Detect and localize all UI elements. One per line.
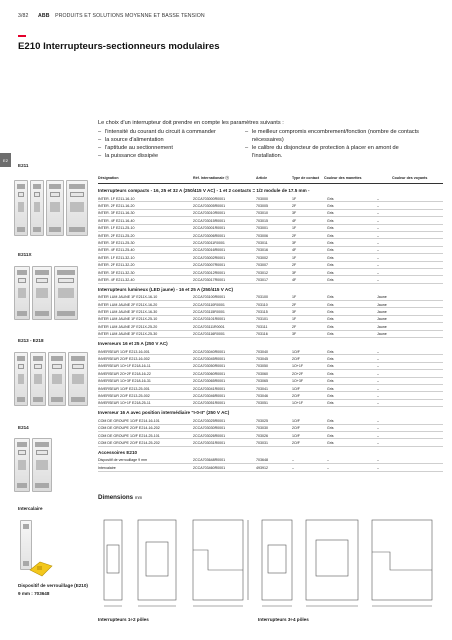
table-cell: 703041 xyxy=(256,386,268,391)
dimensions-title: Dimensions mm xyxy=(98,494,143,501)
table-cell: 2O/F xyxy=(292,440,300,445)
table-cell: INTER. 2F E211-25-20 xyxy=(98,233,135,238)
table-cell: INTER LUM JAUNE 3F E211X-16-30 xyxy=(98,310,158,315)
list-item: – la source d'alimentation xyxy=(98,137,164,143)
table-cell: 2CCA703000R0001 xyxy=(193,196,226,201)
table-cell: 2CCA703030R0001 xyxy=(193,426,226,431)
table-cell: Jaune xyxy=(377,295,387,300)
column-header: Article xyxy=(256,176,268,180)
table-cell: INVERSEUR 1O/F E213-25-001 xyxy=(98,386,150,391)
table-cell: Gris xyxy=(327,371,334,376)
table-row xyxy=(98,385,443,392)
table-cell: 2O+2F xyxy=(292,371,304,376)
table-row xyxy=(98,202,443,209)
table-cell: Gris xyxy=(327,302,334,307)
table-cell: Gris xyxy=(327,379,334,384)
table-row xyxy=(98,217,443,224)
table-cell: Gris xyxy=(327,270,334,275)
table-cell: 2CCA703045R0001 xyxy=(193,357,226,362)
table-cell: 2F xyxy=(292,203,297,208)
list-item: – le calibre du disjoncteur de protection à placer en amont de l'installation. xyxy=(245,145,399,159)
table-cell: INVERSEUR 2O+2F E218-16-22 xyxy=(98,371,151,376)
table-cell: INTER. 3F E211-32-30 xyxy=(98,270,135,275)
table-cell: 703065 xyxy=(256,379,268,384)
table-cell: 2O/F xyxy=(292,426,300,431)
table-row xyxy=(98,276,443,283)
table-cell: INTER. 3F E211-25-30 xyxy=(98,240,135,245)
column-header: Couleur des manettes xyxy=(324,176,362,180)
table-cell: – xyxy=(377,349,379,354)
table-row xyxy=(98,232,443,239)
table-cell: – xyxy=(377,211,379,216)
table-row xyxy=(98,269,443,276)
product-label: Dispositif de verrouillage (E210) xyxy=(18,583,88,588)
intro-text xyxy=(98,119,443,160)
table-cell: INTER LUM JAUNE 3F E211X-25-30 xyxy=(98,332,158,337)
section-title: Accessoires E210 xyxy=(98,449,138,455)
table-cell: INVERSEUR 1O+3F E218-16-31 xyxy=(98,379,151,384)
table-cell: 3F xyxy=(292,270,297,275)
table-cell: 703006 xyxy=(256,233,268,238)
table-cell: INTER. 2F E211-32-20 xyxy=(98,263,135,268)
table-cell: – xyxy=(377,226,379,231)
list-item: – le meilleur compromis encombrement/fonction (nombre de contacts nécessaires) xyxy=(245,129,419,143)
column-header: Désignation xyxy=(98,176,119,180)
table-cell: INTER. 1F E211-32-10 xyxy=(98,255,135,260)
list-item: – l'aptitude au sectionnement xyxy=(98,145,173,151)
table-cell: Gris xyxy=(327,317,334,322)
table-cell: COM DE GROUPE 2O/F E214-16-202 xyxy=(98,426,160,431)
table-row xyxy=(98,363,443,370)
table-row xyxy=(98,457,443,464)
table-cell: 4F xyxy=(292,277,297,282)
section-title: Interrupteurs compacts - 16, 25 et 32 A (250/415 V AC) - 1 et 2 contacts = 1/2 module de 17.5 mm - xyxy=(98,188,310,193)
table-cell: 2CCA703001R0001 xyxy=(193,226,226,231)
table-cell: 703115 xyxy=(256,310,268,315)
table-cell: – xyxy=(377,218,379,223)
table-cell: Gris xyxy=(327,255,334,260)
table-row xyxy=(98,239,443,246)
table-cell: COM DE GROUPE 1O/F E214-25-101 xyxy=(98,433,160,438)
table-cell: 2CCA703050R0001 xyxy=(193,364,226,369)
table-cell: 2CCA703101R0001 xyxy=(193,317,226,322)
table-cell: 703011 xyxy=(256,240,268,245)
table-cell: Gris xyxy=(327,240,334,245)
table-cell: Gris xyxy=(327,310,334,315)
table-row xyxy=(98,262,443,269)
product-label: E213 - E218 xyxy=(18,338,44,343)
drawing-caption: Interrupteurs 3÷4 pôles xyxy=(258,617,309,622)
table-row xyxy=(98,247,443,254)
table-cell: 2CCA703046R0001 xyxy=(193,393,226,398)
table-cell: 1F xyxy=(292,196,297,201)
page-header xyxy=(18,13,205,19)
table-cell: Gris xyxy=(327,203,334,208)
table-cell: – xyxy=(377,357,379,362)
table-cell: 2CCA703110R0001 xyxy=(193,302,225,307)
table-cell: Gris xyxy=(327,433,334,438)
table-cell: 2F xyxy=(292,263,297,268)
title-accent-bar xyxy=(18,35,26,37)
table-cell: COM DE GROUPE 2O/F E214-25-202 xyxy=(98,440,160,445)
table-cell: INVERSEUR 2O/F E213-16-002 xyxy=(98,357,150,362)
table-cell: – xyxy=(377,196,379,201)
table-cell: 703111 xyxy=(256,324,268,329)
table-cell: 703046 xyxy=(256,393,268,398)
section-title: Inverseurs 16 et 25 A (250 V AC) xyxy=(98,341,168,347)
table-row xyxy=(98,316,443,323)
table-cell: – xyxy=(377,426,379,431)
table-cell: Gris xyxy=(327,393,334,398)
list-item: – la puissance dissipée xyxy=(98,153,159,159)
product-table xyxy=(98,185,443,472)
table-row xyxy=(98,464,443,471)
table-cell: 703001 xyxy=(256,226,268,231)
table-cell: Gris xyxy=(327,248,334,253)
table-cell: 2CCA703040R0001 xyxy=(193,349,226,354)
table-cell: 1O+1F xyxy=(292,364,304,369)
table-cell: 2CCA703005R0001 xyxy=(193,203,226,208)
table-cell: Gris xyxy=(327,324,334,329)
table-cell: 2F xyxy=(292,302,297,307)
table-cell: 2CCA703006R0001 xyxy=(193,233,226,238)
table-cell: 2CCA703025R0001 xyxy=(193,418,226,423)
table-cell: INTER. 4F E211-32-40 xyxy=(98,277,135,282)
column-header: Couleur des voyants xyxy=(392,176,428,180)
table-cell: 2O/F xyxy=(292,357,300,362)
page-title: E210 Interrupteurs-sectionneurs modulaires xyxy=(18,41,220,52)
table-row xyxy=(98,294,443,301)
table-cell: 703030 xyxy=(256,426,268,431)
table-cell: Gris xyxy=(327,418,334,423)
table-cell: – xyxy=(377,371,379,376)
table-cell: – xyxy=(377,433,379,438)
table-cell: Gris xyxy=(327,226,334,231)
table-cell: Gris xyxy=(327,332,334,337)
table-cell: 703100 xyxy=(256,295,268,300)
side-tab: E2 xyxy=(0,153,11,167)
table-cell: 703026 xyxy=(256,433,268,438)
table-cell: Gris xyxy=(327,277,334,282)
table-row xyxy=(98,331,443,338)
table-cell: 3F xyxy=(292,332,297,337)
table-cell: 1O/F xyxy=(292,433,300,438)
table-cell: 1F xyxy=(292,317,297,322)
table-cell: COM DE GROUPE 1O/F E214-16-101 xyxy=(98,418,160,423)
table-cell: 2CCA703051R0001 xyxy=(193,401,226,406)
table-row xyxy=(98,225,443,232)
table-cell: – xyxy=(327,458,329,463)
table-cell: Gris xyxy=(327,218,334,223)
table-row xyxy=(98,400,443,407)
table-cell: 2CCA703648R0001 xyxy=(193,458,226,463)
table-cell: 703031 xyxy=(256,440,268,445)
header-rule xyxy=(98,183,443,184)
table-cell: 2CCA703002R0001 xyxy=(193,255,226,260)
dimension-drawing-1-2-poles xyxy=(98,510,253,615)
table-cell: Gris xyxy=(327,386,334,391)
intro-list-left xyxy=(98,128,245,160)
table-cell: 2F xyxy=(292,233,297,238)
table-cell: 4F xyxy=(292,248,297,253)
table-cell: 703051 xyxy=(256,401,268,406)
table-cell: 703101 xyxy=(256,317,268,322)
table-cell: 2CCA703010R0001 xyxy=(193,211,226,216)
table-cell: INVERSEUR 1O+1F E218-25-11 xyxy=(98,401,151,406)
table-cell: INTER. 2F E211-16-20 xyxy=(98,203,135,208)
locking-device-image xyxy=(28,560,54,583)
table-cell: 3F xyxy=(292,310,297,315)
table-cell: 703017 xyxy=(256,277,268,282)
table-cell: 2O/F xyxy=(292,393,300,398)
table-cell: 2CCA703460R0001 xyxy=(193,465,226,470)
table-cell: 703016 xyxy=(256,248,268,253)
table-cell: 703015 xyxy=(256,218,268,223)
table-row xyxy=(98,348,443,355)
table-cell: INTER LUM JAUNE 2F E211X-25-20 xyxy=(98,324,158,329)
table-cell: – xyxy=(377,364,379,369)
product-label: E211 xyxy=(18,163,29,168)
table-cell: – xyxy=(377,465,379,470)
table-cell: 1F xyxy=(292,255,297,260)
table-cell: Gris xyxy=(327,263,334,268)
table-cell: 703045 xyxy=(256,357,268,362)
table-cell: 3F xyxy=(292,240,297,245)
table-cell: 2CCA703015R0001 xyxy=(193,218,226,223)
table-row xyxy=(98,308,443,315)
table-cell: 2CCA703041R0001 xyxy=(193,386,226,391)
table-cell: 2CCA703026R0001 xyxy=(193,433,226,438)
dimension-drawing-3-4-poles xyxy=(258,510,438,615)
table-row xyxy=(98,210,443,217)
table-cell: Gris xyxy=(327,233,334,238)
table-cell: INTER LUM JAUNE 1F E211X-25-10 xyxy=(98,317,158,322)
table-cell: Gris xyxy=(327,426,334,431)
table-cell: INVERSEUR 1O/F E213-16-001 xyxy=(98,349,150,354)
table-cell: 2CCA703065R0001 xyxy=(193,379,226,384)
table-cell: – xyxy=(377,263,379,268)
table-row xyxy=(98,432,443,439)
table-cell: – xyxy=(377,393,379,398)
product-label: E211X xyxy=(18,252,32,257)
table-cell: Gris xyxy=(327,401,334,406)
table-cell: Gris xyxy=(327,349,334,354)
table-cell: – xyxy=(377,379,379,384)
table-cell: 2CCA703111R0001 xyxy=(193,324,225,329)
table-cell: Gris xyxy=(327,196,334,201)
table-cell: INVERSEUR 1O+1F E218-16-11 xyxy=(98,364,151,369)
product-label: Intercalaire xyxy=(18,506,43,511)
table-cell: 703040 xyxy=(256,349,268,354)
table-row xyxy=(98,392,443,399)
table-cell: Gris xyxy=(327,295,334,300)
table-cell: – xyxy=(377,277,379,282)
table-cell: – xyxy=(377,240,379,245)
table-cell: 703050 xyxy=(256,364,268,369)
table-cell: 703010 xyxy=(256,211,268,216)
table-cell: Gris xyxy=(327,357,334,362)
table-cell: Intercalaire xyxy=(98,465,116,470)
table-cell: – xyxy=(292,458,294,463)
table-cell: – xyxy=(377,458,379,463)
table-cell: 2CCA703007R0001 xyxy=(193,263,226,268)
table-cell: 2CCA703115R0001 xyxy=(193,310,225,315)
column-header: Type de contact xyxy=(292,176,320,180)
page-number: 3/82 xyxy=(18,13,29,19)
section-title: Inverseur 16 A avec position intermédiaire "I-0-II" (250 V AC) xyxy=(98,410,230,416)
table-header xyxy=(98,175,443,183)
table-cell: 703648 xyxy=(256,458,268,463)
table-cell: – xyxy=(377,203,379,208)
table-row xyxy=(98,323,443,330)
table-cell: 1O+1F xyxy=(292,401,304,406)
table-cell: – xyxy=(377,270,379,275)
column-header: Réf. Internationale ⓡ xyxy=(193,176,229,180)
table-row xyxy=(98,301,443,308)
table-cell: – xyxy=(377,386,379,391)
table-cell: 703002 xyxy=(256,255,268,260)
table-cell: 703012 xyxy=(256,270,268,275)
list-item: – l'intensité du courant du circuit à commander xyxy=(98,129,216,135)
table-row xyxy=(98,439,443,446)
table-row xyxy=(98,195,443,202)
table-cell: – xyxy=(377,255,379,260)
table-cell: Gris xyxy=(327,364,334,369)
table-cell: 703025 xyxy=(256,418,268,423)
table-cell: 1O+3F xyxy=(292,379,304,384)
table-cell: 1O/F xyxy=(292,386,300,391)
table-row xyxy=(98,378,443,385)
table-cell: Gris xyxy=(327,440,334,445)
section-title: Interrupteurs lumineux (LED jaune) - 16 et 25 A (250/415 V AC) xyxy=(98,286,234,292)
table-cell: 2CCA703011R0001 xyxy=(193,240,225,245)
table-cell: Jaune xyxy=(377,302,387,307)
table-cell: – xyxy=(377,440,379,445)
table-row xyxy=(98,417,443,424)
section-name: PRODUITS ET SOLUTIONS MOYENNE ET BASSE TENSION xyxy=(55,13,205,19)
table-row xyxy=(98,370,443,377)
table-cell: 2CCA703031R0001 xyxy=(193,440,226,445)
table-cell: 1F xyxy=(292,226,297,231)
table-cell: INTER. 1F E211-25-10 xyxy=(98,226,135,231)
table-cell: – xyxy=(377,233,379,238)
table-cell: INVERSEUR 2O/F E213-25-002 xyxy=(98,393,150,398)
table-cell: INTER. 1F E211-16-10 xyxy=(98,196,135,201)
table-cell: 1O/F xyxy=(292,418,300,423)
table-cell: Jaune xyxy=(377,317,387,322)
table-cell: 493912 xyxy=(256,465,268,470)
brand-name: ABB xyxy=(38,13,50,19)
table-cell: 703005 xyxy=(256,203,268,208)
table-cell: 2CCA703016R0001 xyxy=(193,248,226,253)
table-cell: 703007 xyxy=(256,263,268,268)
table-cell: 703110 xyxy=(256,302,268,307)
table-cell: 703116 xyxy=(256,332,268,337)
table-cell: Jaune xyxy=(377,324,387,329)
table-cell: 2CCA703060R0001 xyxy=(193,371,226,376)
table-cell: – xyxy=(292,465,294,470)
table-cell: 3F xyxy=(292,211,297,216)
table-cell: 1F xyxy=(292,295,297,300)
table-cell: INTER. 4F E211-25-40 xyxy=(98,248,135,253)
table-cell: – xyxy=(327,465,329,470)
table-cell: 2CCA703012R0001 xyxy=(193,270,226,275)
table-cell: 2CCA703017R0001 xyxy=(193,277,226,282)
table-cell: INTER. 4F E211-16-40 xyxy=(98,218,135,223)
table-cell: Gris xyxy=(327,211,334,216)
table-cell: – xyxy=(377,401,379,406)
table-cell: 2CCA703100R0001 xyxy=(193,295,226,300)
table-cell: 2F xyxy=(292,324,297,329)
table-cell: 703000 xyxy=(256,196,268,201)
table-cell: 703060 xyxy=(256,371,268,376)
drawing-caption: Interrupteurs 1÷2 pôles xyxy=(98,617,149,622)
intro-lead: Le choix d'un interrupteur doit prendre en compte les paramètres suivants : xyxy=(98,120,284,126)
table-cell: Jaune xyxy=(377,310,387,315)
table-cell: 2CCA703116R0001 xyxy=(193,332,225,337)
table-row xyxy=(98,355,443,362)
intro-list-right xyxy=(245,128,420,160)
table-cell: 1O/F xyxy=(292,349,300,354)
table-cell: INTER. 3F E211-16-30 xyxy=(98,211,135,216)
table-row xyxy=(98,425,443,432)
table-cell: 4F xyxy=(292,218,297,223)
product-label: 9 mm : 703648 xyxy=(18,591,50,596)
table-row xyxy=(98,254,443,261)
table-cell: – xyxy=(377,418,379,423)
table-cell: Dispositif de verrouillage 9 mm xyxy=(98,458,148,463)
table-cell: – xyxy=(377,248,379,253)
table-cell: INTER LUM JAUNE 1F E211X-16-10 xyxy=(98,295,158,300)
table-cell: INTER LUM JAUNE 2F E211X-16-20 xyxy=(98,302,158,307)
table-cell: Jaune xyxy=(377,332,387,337)
product-label: E214 xyxy=(18,425,29,430)
